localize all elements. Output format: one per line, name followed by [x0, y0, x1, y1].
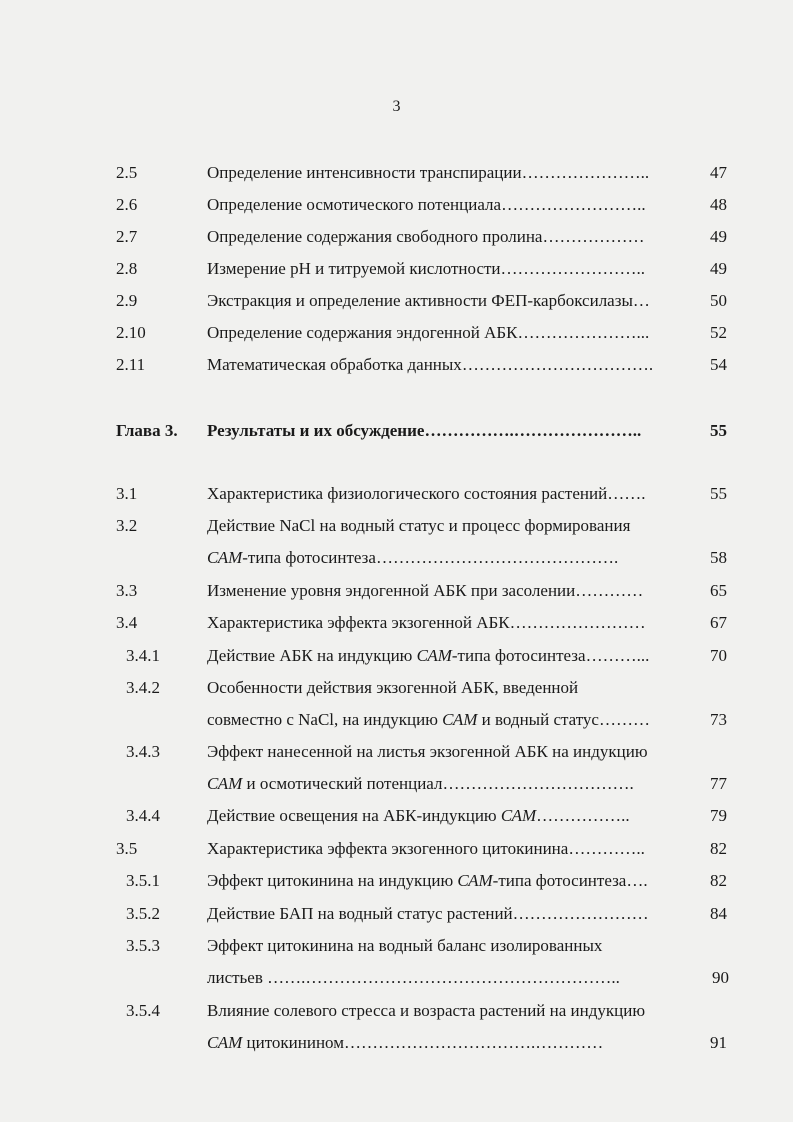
toc-entry-page: 70: [710, 646, 727, 665]
toc-entry-number: 3.4.4: [126, 806, 160, 825]
toc-entry-number: 3.4.2: [126, 678, 160, 697]
toc-entry-page: 65: [710, 581, 727, 600]
toc-entry-title: Действие АБК на индукцию САМ-типа фотосинтеза………...: [207, 646, 650, 665]
toc-entry: [0, 673, 793, 703]
toc-entry-number: 3.2: [116, 516, 138, 535]
toc-entry-number: 2.11: [116, 355, 146, 374]
toc-entry: [0, 254, 793, 284]
toc-entry: [0, 222, 793, 252]
toc-entry: [0, 318, 793, 348]
toc-entry-number: 2.7: [116, 227, 138, 246]
toc-entry-number: 3.5.2: [126, 904, 160, 923]
toc-entry-title: Измерение pH и титруемой кислотности……………………..: [207, 259, 646, 278]
toc-entry-number: 3.4: [116, 613, 138, 632]
toc-entry-number: 3.4.3: [126, 742, 160, 761]
toc-entry-number: 2.9: [116, 291, 138, 310]
toc-entry: [0, 801, 793, 831]
toc-entry-page: 50: [710, 291, 727, 310]
toc-entry-page: 79: [710, 806, 727, 825]
toc-entry-page: 82: [710, 839, 727, 858]
toc-entry-number: 3.5.3: [126, 936, 160, 955]
toc-entry-continuation: [0, 1028, 793, 1058]
toc-entry-title: Особенности действия экзогенной АБК, введенной: [207, 678, 579, 697]
toc-entry-page: 55: [710, 484, 727, 503]
toc-entry-page: 49: [710, 259, 727, 278]
toc-entry-number: 2.6: [116, 195, 138, 214]
toc-entry-title: Действие БАП на водный статус растений……………………: [207, 904, 649, 923]
toc-entry-number: 2.8: [116, 259, 138, 278]
toc-entry-title: Изменение уровня эндогенной АБК при засолении…………: [207, 581, 644, 600]
toc-entry-page: 52: [710, 323, 727, 342]
toc-entry-page: 77: [710, 774, 727, 793]
toc-entry-title: САМ и осмотический потенциал…………………………….: [207, 774, 634, 793]
toc-entry: [0, 608, 793, 638]
toc-entry-number: 3.5.4: [126, 1001, 160, 1020]
toc-entry-continuation: [0, 543, 793, 573]
toc-entry-title: Определение содержания свободного пролина………………: [207, 227, 645, 246]
toc-entry: [0, 479, 793, 509]
toc-entry-page: 91: [710, 1033, 727, 1052]
toc-entry-number: 2.10: [116, 323, 146, 342]
toc-entry-number: 3.5.1: [126, 871, 160, 890]
toc-entry-page: 82: [710, 871, 727, 890]
toc-entry-page: 55: [710, 421, 727, 440]
toc-entry-title: Влияние солевого стресса и возраста растений на индукцию: [207, 1001, 646, 1020]
toc-entry-title: Математическая обработка данных…………………………….: [207, 355, 654, 374]
toc-entry-continuation: [0, 963, 793, 993]
toc-entry-title: САМ-типа фотосинтеза…………………………………….: [207, 548, 619, 567]
toc-entry-title: листьев …….………………………………………………..: [207, 968, 620, 987]
toc-entry-title: Определение интенсивности транспирации…………………..: [207, 163, 650, 182]
toc-entry-title: Характеристика эффекта экзогенного цитокинина…………..: [207, 839, 645, 858]
toc-entry-page: 67: [710, 613, 727, 632]
toc-entry: [0, 190, 793, 220]
toc-entry: [0, 286, 793, 316]
toc-entry-continuation: [0, 705, 793, 735]
toc-entry-number: 2.5: [116, 163, 138, 182]
toc-entry-page: 73: [710, 710, 727, 729]
toc-entry: [0, 866, 793, 896]
toc-chapter-number: Глава 3.: [116, 421, 178, 440]
toc-entry: [0, 350, 793, 380]
toc-entry-title: Характеристика эффекта экзогенной АБК……………………: [207, 613, 646, 632]
toc-entry-title: Определение осмотического потенциала……………………..: [207, 195, 646, 214]
toc-entry-title: Экстракция и определение активности ФЕП-карбоксилазы…: [207, 291, 650, 310]
toc-entry-page: 58: [710, 548, 727, 567]
toc-entry-title: Эффект цитокинина на индукцию САМ-типа фотосинтеза….: [207, 871, 648, 890]
toc-entry: [0, 737, 793, 767]
toc-entry: [0, 931, 793, 961]
toc-entry-title: САМ цитокинином…………………………….…………: [207, 1033, 604, 1052]
toc-entry-continuation: [0, 769, 793, 799]
toc-entry-title: Определение содержания эндогенной АБК…………………...: [207, 323, 650, 342]
toc-entry: [0, 996, 793, 1026]
toc-entry: [0, 834, 793, 864]
toc-entry-title: совместно с NaCl, на индукцию САМ и водный статус………: [207, 710, 650, 729]
toc-entry-title: Действие освещения на АБК-индукцию САМ……………..: [207, 806, 630, 825]
toc-chapter-title: Результаты и их обсуждение…………….…………………..: [207, 421, 642, 440]
toc-entry-number: 3.3: [116, 581, 138, 600]
toc-entry-number: 3.5: [116, 839, 138, 858]
toc-entry-number: 3.4.1: [126, 646, 160, 665]
toc-entry-page: 54: [710, 355, 727, 374]
toc-entry: [0, 511, 793, 541]
toc-entry-title: Эффект нанесенной на листья экзогенной АБК на индукцию: [207, 742, 648, 761]
toc-entry-title: Эффект цитокинина на водный баланс изолированных: [207, 936, 603, 955]
toc-entry: [0, 641, 793, 671]
toc-entry-page: 84: [710, 904, 727, 923]
toc-chapter-heading: [0, 416, 793, 446]
toc-entry-title: Действие NaCl на водный статус и процесс формирования: [207, 516, 631, 535]
toc-entry-page: 49: [710, 227, 727, 246]
toc-entry: [0, 158, 793, 188]
toc-entry-page: 90: [712, 968, 729, 987]
toc-entry: [0, 576, 793, 606]
toc-entry-page: 47: [710, 163, 727, 182]
toc-entry: [0, 899, 793, 929]
toc-entry-title: Характеристика физиологического состояния растений…….: [207, 484, 646, 503]
page-number: 3: [392, 98, 401, 115]
toc-entry-page: 48: [710, 195, 727, 214]
toc-entry-number: 3.1: [116, 484, 138, 503]
